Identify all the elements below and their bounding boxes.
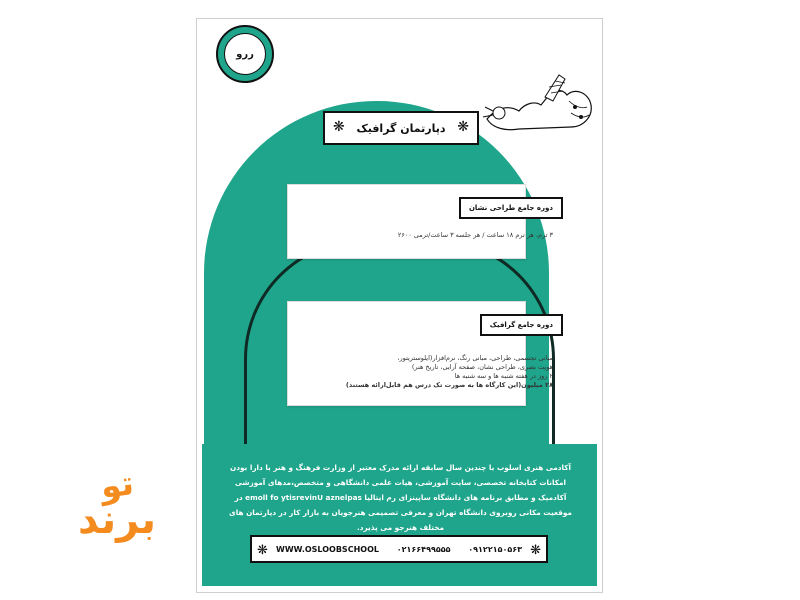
website-text: WWW.OSLOOBSCHOOL bbox=[276, 544, 379, 554]
brand-line2: برند bbox=[78, 497, 157, 543]
logo-ring bbox=[224, 33, 266, 75]
academy-logo bbox=[216, 25, 274, 83]
course-label: دوره جامع طراحی نشان bbox=[459, 197, 563, 219]
logo-mark: ررو bbox=[236, 48, 254, 60]
poster bbox=[196, 18, 603, 593]
department-title-box bbox=[323, 111, 479, 145]
course-line: هویت بصری، طراحی نشان، صفحه آرایی، تاریخ هنر) bbox=[411, 363, 553, 371]
course-card-logo-design bbox=[287, 184, 553, 259]
ornament-icon: ❋ bbox=[333, 119, 345, 135]
angel-figure-icon bbox=[479, 67, 599, 137]
course-details bbox=[346, 354, 553, 390]
ornament-icon: ❋ bbox=[257, 543, 268, 558]
course-line: مبانی تجسمی، طراحی، مبانی رنگ، نرم‌افزار(ایلوستریتور، bbox=[397, 354, 553, 362]
course-details: ۳ ترم، هر ترم ۱۸ ساعت / هر جلسه ۳ ساعت/ترمی ۲۶۰۰ bbox=[397, 231, 553, 239]
department-title: دپارتمان گرافیک bbox=[356, 121, 446, 135]
ornament-icon: ❋ bbox=[457, 119, 469, 135]
info-band bbox=[202, 444, 597, 586]
course-line: ۲ روز در هفته شنبه ها و سه شنبه ها bbox=[454, 372, 553, 380]
phone-landline: ۰۲۱۶۶۴۹۹۵۵۵ bbox=[396, 544, 451, 554]
academy-description: آکادمی هنری اسلوب با چندین سال سابقه ارائه مدرک معتبر از وزارت فرهنگ و هنر با دارا بودن امکانات کتابخانه تخصصی، سایت آموزشی، هیات علمی دانشگاهی و متخصص،مدهای آموزشی آکادمیک و مطابق برنامه های دانشگاه ساپینزای رم ایتالیا emoll fo ytisrevinU aznelpas در موقعیت مکانی روبروی دانشگاه تهران و معرفی تصمیمی هنرجویان به بازار کار در دپارتمان های مختلف هنرجو می پذیرد. bbox=[229, 463, 572, 532]
ornament-icon: ❋ bbox=[530, 543, 541, 558]
brand-line1: تو bbox=[97, 462, 137, 507]
contact-bar bbox=[250, 535, 548, 563]
course-line: ۲۸ میلیون(این کارگاه ها به صورت تک درس هم قابل‌ارائه هستند) bbox=[345, 381, 553, 389]
course-card-graphic bbox=[287, 301, 553, 406]
phone-mobile: ۰۹۱۲۲۱۵۰۵۶۳ bbox=[468, 544, 522, 554]
course-label: دوره جامع گرافیک bbox=[480, 314, 563, 336]
brand-watermark bbox=[78, 462, 157, 543]
